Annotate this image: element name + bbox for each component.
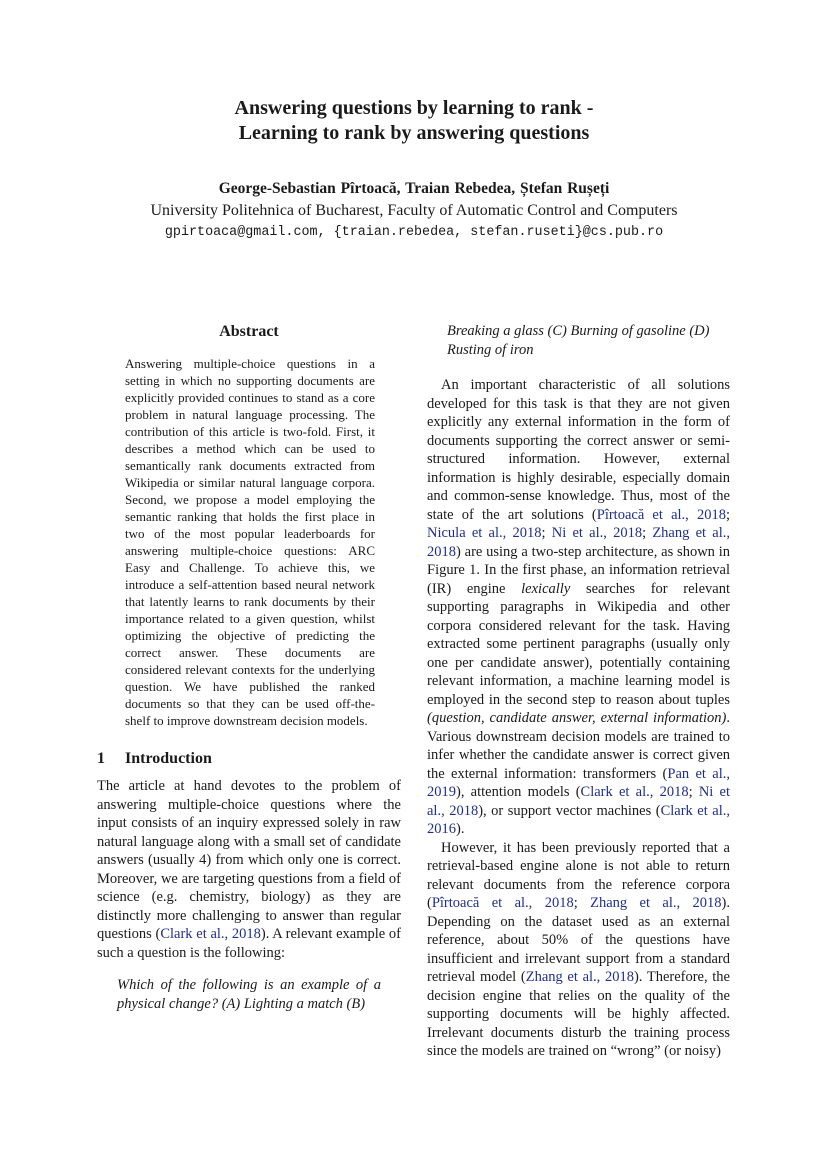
text-run: ), or support vector machines (: [478, 802, 661, 819]
intro-paragraph-3: [427, 839, 730, 1061]
example-question: Which of the following is an example of a physical change? (A) Lighting a match (B): [117, 977, 381, 1012]
intro-paragraph-2: [427, 376, 730, 839]
text-run: . In the first phase, an information retrieval (IR) engine: [427, 562, 731, 597]
example-question-continued: Breaking a glass (C) Burning of gasoline (D) Rusting of iron: [447, 323, 710, 358]
text-run: ). Depending on the dataset used as an external reference, about 50% of the questions have insufficient and irrelevant support from a standard retrieval model (: [427, 895, 730, 985]
text-run: ) are using a two-step architecture, as shown in: [456, 543, 730, 560]
text-run: ;: [573, 895, 591, 911]
text-run: searches for relevant supporting paragraphs in Wikipedia and other corpora considered relevant for the task. Having extracted some pertinent paragraphs (usually only one per candidate answer), potentially containing relevant information, a machine learning model is employed in the second step to reason about tuples: [427, 580, 730, 708]
citation-link[interactable]: Nicula et al., 2018: [427, 525, 542, 541]
text-run: However, it has been previously reported that a retrieval-based engine alone is not able to return relevant documents from the reference corpora (: [427, 839, 730, 911]
citation-link[interactable]: Clark et al., 2016: [427, 802, 730, 837]
text-run: ;: [725, 506, 731, 523]
abstract-heading: Abstract: [219, 323, 279, 340]
citation-link[interactable]: Clark et al., 2018: [160, 926, 261, 942]
citation-link[interactable]: Zhang et al., 2018: [525, 969, 634, 985]
citation-link[interactable]: Ni et al., 2018: [551, 525, 643, 541]
citation-link[interactable]: Zhang et al., 2018: [427, 525, 730, 560]
emphasis-lexically: lexically: [521, 580, 571, 597]
right-column: [427, 322, 730, 1061]
affiliation: University Politehnica of Bucharest, Faculty of Automatic Control and Computers: [150, 202, 678, 219]
authors: George-Sebastian Pîrtoacă, Traian Rebedea, Ștefan Rușeți: [218, 180, 610, 197]
text-run: . Various downstream decision models are trained to infer whether the candidate answer is correct given the external information: transformers (: [427, 710, 730, 782]
text-run: ;: [688, 784, 699, 800]
text-run: ). A relevant example of such a question is the following:: [97, 926, 401, 961]
text-run: ). Therefore, the decision engine that relies on the quality of the supporting documents will be highly affected. Irrelevant documents disturb the training process since the models are trained on “wrong” (or noisy): [427, 969, 730, 1059]
emphasis-tuple: (question, candidate answer, external information): [427, 710, 727, 726]
text-run: The article at hand devotes to the problem of answering multiple-choice questions where the input consists of an inquiry expressed solely in raw natural language along with a small set of candidate answers (usually 4) from which only one is correct. Moreover, we are targeting questions from a field of science (e.g. chemistry, biology) as they are distinctly more challenging to answer than regular questions (: [97, 778, 401, 942]
citation-link[interactable]: Zhang et al., 2018: [590, 895, 722, 911]
section-number: 1: [97, 750, 105, 767]
citation-link[interactable]: Pan et al., 2019: [427, 765, 730, 800]
text-run: ).: [456, 821, 465, 837]
title-line-1: Answering questions by learning to rank -: [234, 97, 594, 119]
citation-link[interactable]: Pîrtoacă et al., 2018: [596, 506, 726, 523]
text-run: An important characteristic of all solutions developed for this task is that they are not given explicitly any external information in the form of documents supporting the correct answer or semi-structured information. However, external information is highly desirable, especially domain and common-sense knowledge. Thus, most of the state of the art solutions (: [427, 377, 730, 523]
section-title: Introduction: [125, 750, 212, 767]
citation-link[interactable]: Clark et al., 2018: [580, 784, 689, 800]
paper-title: [0, 96, 828, 146]
text-run: ), attention models (: [456, 784, 581, 800]
citation-link[interactable]: Pîrtoacă et al., 2018: [431, 895, 574, 911]
title-line-2: Learning to rank by answering questions: [238, 122, 590, 144]
author-emails: gpirtoaca@gmail.com, {traian.rebedea, stefan.ruseti}@cs.pub.ro: [164, 225, 664, 240]
citation-link[interactable]: Ni et al., 2018: [427, 784, 731, 819]
title-block: [0, 96, 828, 244]
left-column: [97, 322, 401, 1013]
abstract-text: Answering multiple-choice questions in a setting in which no supporting documents are explicitly provided continues to stand as a core problem in natural language processing. The contribution of this article is two-fold. First, it describes a method which can be used to semantically rank documents extracted from Wikipedia or similar natural language corpora. Second, we propose a model employing the semantic ranking that holds the first place in two of the most popular leaderboards for answering multiple-choice questions: ARC Easy and Challenge. To achieve this, we introduce a self-attention based neural network that latently learns to rank documents by their importance related to a given question, whilst optimizing the objective of predicting the correct answer. These documents are considered relevant contexts for the underlying question. We have published the ranked documents so that they can be used off-the-shelf to improve downstream decision models.: [125, 356, 375, 728]
section-heading-introduction: [97, 749, 401, 769]
intro-paragraph-1: [97, 777, 401, 962]
text-run: ;: [541, 525, 552, 541]
figure-reference[interactable]: Figure 1: [427, 562, 477, 578]
text-run: ;: [642, 525, 653, 541]
